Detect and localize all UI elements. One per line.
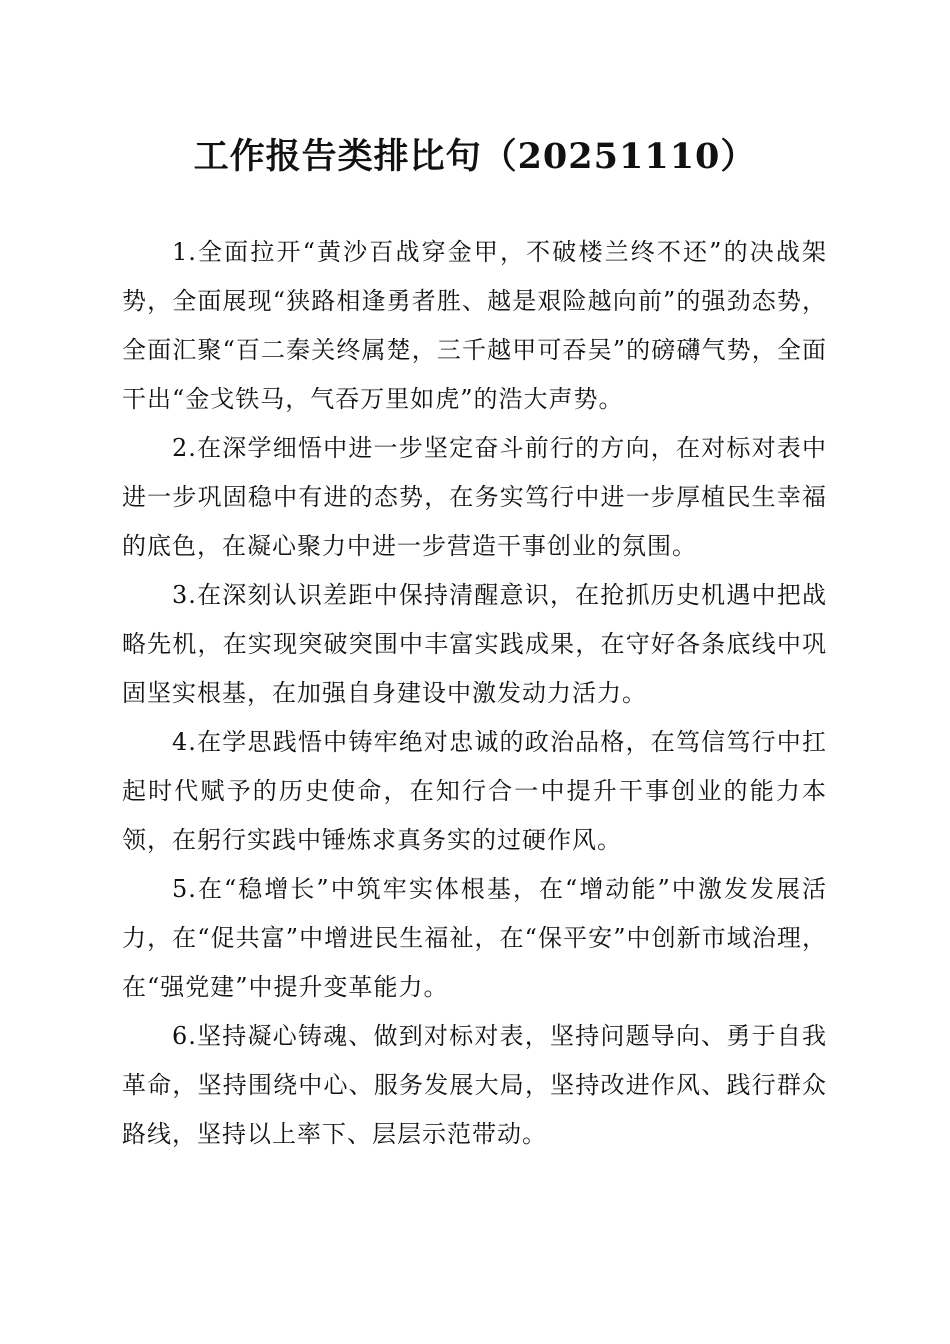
document-body [122,228,827,1159]
paragraph-5: 5.在“稳增长”中筑牢实体根基，在“增动能”中激发发展活力，在“促共富”中增进民生福祉，在“保平安”中创新市域治理，在“强党建”中提升变革能力。 [122,875,827,1001]
paragraph-1: 1.全面拉开“黄沙百战穿金甲，不破楼兰终不还”的决战架势，全面展现“狭路相逢勇者胜、越是艰险越向前”的强劲态势，全面汇聚“百二秦关终属楚，三千越甲可吞吴”的磅礴气势，全面干出“金戈铁马，气吞万里如虎”的浩大声势。 [122,238,827,413]
paragraph-3: 3.在深刻认识差距中保持清醒意识，在抢抓历史机遇中把战略先机，在实现突破突围中丰富实践成果，在守好各条底线中巩固坚实根基，在加强自身建设中激发动力活力。 [122,581,827,707]
document-title: 工作报告类排比句（20251110） [193,136,757,177]
paragraph-2: 2.在深学细悟中进一步坚定奋斗前行的方向，在对标对表中进一步巩固稳中有进的态势，在务实笃行中进一步厚植民生幸福的底色，在凝心聚力中进一步营造干事创业的氛围。 [122,434,827,560]
paragraph-6: 6.坚持凝心铸魂、做到对标对表，坚持问题导向、勇于自我革命，坚持围绕中心、服务发展大局，坚持改进作风、践行群众路线，坚持以上率下、层层示范带动。 [122,1022,827,1148]
paragraph-4: 4.在学思践悟中铸牢绝对忠诚的政治品格，在笃信笃行中扛起时代赋予的历史使命，在知行合一中提升干事创业的能力本领，在躬行实践中锤炼求真务实的过硬作风。 [122,728,827,854]
